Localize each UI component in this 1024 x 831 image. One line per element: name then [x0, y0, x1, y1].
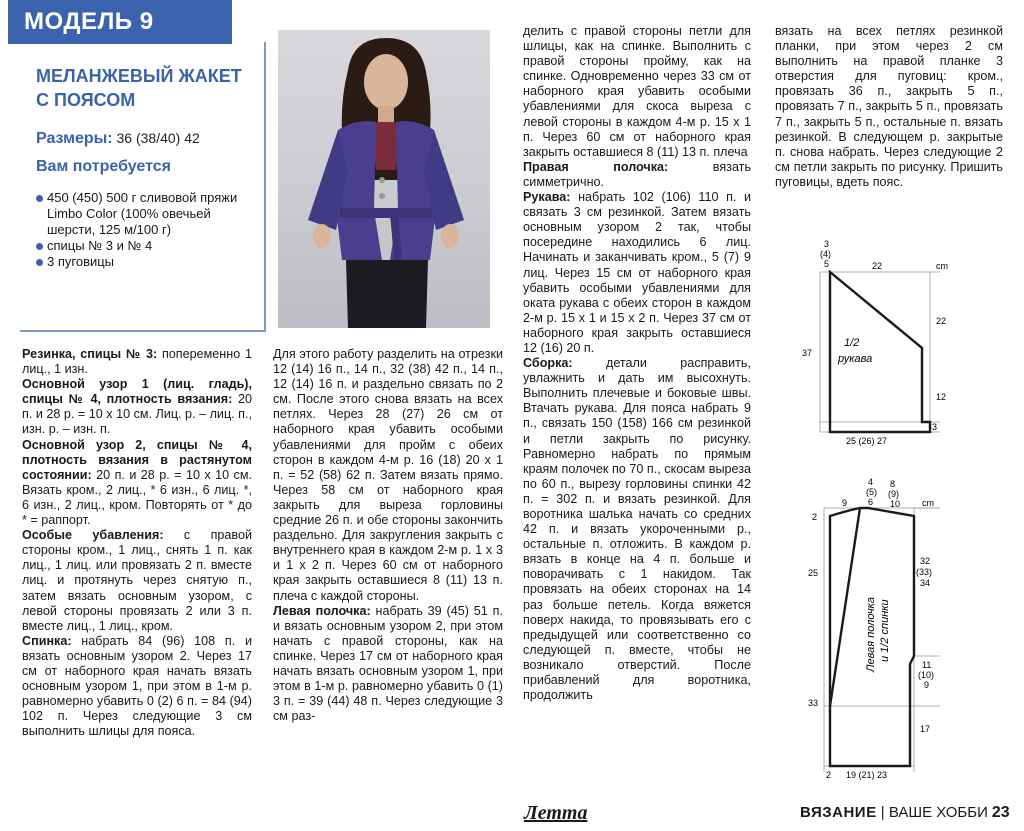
back-continued-paragraph: Для этого работу разделить на отрезки 12 (14) 16 п., 14 п., 32 (38) 42 п., 14 п., 12 (14) 16 п. и раздельно связать по 2 см. После этого снова вязать на всех петлях. Через 28 (27) 26 см от наборного края убавить особыми убавлениями для пройм с обеих сторон в каждом 4-м р. 16 (18) 20 x 1 п. = 52 (58) 62 п. Затем вязать прямо. Через 58 см от наборного края закрыть для выреза горловины средние 26 п. и обе стороны закончить раздельно. Для закругления закрыть с внутреннего края в каждом 2-м р. 1 x 3 и 1 x 2 п. Через 60 см от наборного края закрыть оставшиеся 8 (11) 13 п. плеча с каждой стороны.: [273, 347, 503, 603]
rib-heading: Резинка, спицы № 3:: [22, 347, 158, 361]
body-right-upper-number-2: (33): [916, 567, 933, 577]
materials-list: [36, 190, 258, 270]
sleeve-height-label: 37: [802, 348, 813, 358]
sleeves-heading: Рукава:: [523, 190, 571, 205]
magazine-separator: |: [876, 804, 889, 821]
pattern2-paragraph: [22, 438, 252, 529]
sleeve-outline: [830, 272, 930, 432]
assembly-continued-paragraph: вязать на всех петлях резинкой планки, при этом через 2 см выполнить на правой планке 3 отверстия для пуговиц: кром., провязать 36 п., закрыть 5 п., провязать 7 п., закрыть 5 п., провязать 7 п., закрыть 5 п., остальные п. вязать резинкой. В следующем р. закрытые п. снова набрать. Через следующие 2 см петли закрыть по рисунку. Пришить пуговицы, вдеть пояс.: [775, 24, 1003, 189]
material-item-yarn: 450 (450) 500 г сливовой пряжи Limbo Color (100% овечьей шерсти, 125 м/100 г): [36, 190, 258, 238]
back-paragraph: [22, 634, 252, 740]
body-bottom-width-label: 19 (21) 23: [846, 770, 888, 780]
right-front-paragraph: [523, 160, 751, 190]
pattern2-heading: Основной узор 2, спицы № 4, плотность вязания в растянутом состоянии:: [22, 437, 252, 482]
body-top-center-number-2: (5): [866, 487, 877, 497]
magazine-name: ВЯЗАНИЕ: [800, 804, 877, 821]
sleeve-label-name: рукава: [838, 353, 873, 365]
body-top-center-number-3: 6: [868, 497, 874, 507]
pattern2-text: 20 п. и 28 р. = 10 x 10 см. Вязать кром., 2 лиц., * 6 изн., 6 лиц. *, 6 изн., 2 лиц., кром. Повторять от * до * = раппорт.: [22, 467, 252, 528]
body-top-right-number-2: (9): [888, 489, 899, 499]
pattern-title: МЕЛАНЖЕВЫЙ ЖАКЕТ С ПОЯСОМ: [36, 66, 242, 110]
body-unit-label: cm: [922, 498, 934, 508]
sleeve-schematic: [790, 236, 1010, 452]
sleeve-right-middle-label: 12: [936, 392, 947, 402]
body-label-line2: и 1/2 спинки: [879, 599, 891, 662]
body-right-middle-number-3: 9: [924, 680, 930, 690]
sleeve-label-fraction: 1/2: [844, 337, 860, 349]
sleeve-top-left-number-3: 5: [824, 259, 830, 269]
body-label-line1: Левая полочка: [865, 597, 877, 672]
page-number: 23: [991, 804, 1010, 821]
body-top-right-number-1: 8: [890, 479, 896, 489]
rib-text: попеременно 1 лиц., 1 изн.: [22, 347, 252, 377]
magazine-footer: [800, 804, 1010, 822]
body-left-upper-label: 25: [808, 568, 819, 578]
sleeve-bottom-width-label: 25 (26) 27: [846, 436, 888, 446]
body-right-middle-number-2: (10): [918, 670, 935, 680]
model-photo: [278, 30, 490, 328]
text-column-3: [523, 24, 751, 703]
sleeves-paragraph: [523, 190, 751, 356]
decreases-heading: Особые убавления:: [22, 528, 164, 543]
sizes-line: [36, 130, 200, 148]
body-top-right-number-3: 10: [890, 499, 901, 509]
model-label-banner: МОДЕЛЬ 9: [8, 0, 232, 44]
body-left-lower-label: 33: [808, 698, 819, 708]
assembly-paragraph: [523, 356, 751, 703]
sleeve-bottom-right-label: 3: [932, 422, 938, 432]
left-front-text: набрать 39 (45) 51 п. и вязать основным узором 2, при этом начать с правой стороны, как на спинке. Через 17 см от наборного края начать вязать основным узором 1, при этом в 1-м р. равномерно убавить 0 (1) 3 п. = 39 (44) 48 п. Через следующие 3 см раз-: [273, 603, 503, 724]
body-top-left-label: 9: [842, 498, 848, 508]
body-bottom-left-label: 2: [826, 770, 832, 780]
right-front-heading: Правая полочка:: [523, 159, 669, 174]
materials-heading: Вам потребуется: [36, 158, 171, 175]
assembly-text: детали расправить, увлажнить и дать им высохнуть. Выполнить плечевые и боковые швы. Втачать рукава. Для пояса набрать 9 п., связать 150 (158) 166 см резинкой и петли закрыть по рисунку. Равномерно набрать по прямым краям полочек по 70 п., скосам выреза по 60 п., вырезу горловины спинки 42 п. = 302 п. и вязать резинкой. Для воротника шалька начать со средних 42 п. и вязать укороченными р., остальные п. отложить. В каждом р. вязать в конце на 4 п. больше и поворачивать с 1 накидом. Так провязать на обеих сторонах на 14 раз больше петель. Когда вяжется поверх накида, то провязывать его с предыдущей или соответственно со следующей п. вместе, чтобы не возникало отверстий. После прибавлений для воротника, продолжить: [523, 356, 751, 703]
letta-logo: Летта: [524, 802, 588, 824]
sleeve-right-top-label: 22: [936, 316, 947, 326]
front-back-schematic: [790, 476, 1016, 786]
back-heading: Спинка:: [22, 633, 72, 648]
sleeves-text: набрать 102 (106) 110 п. и связать 3 см резинкой. Затем вязать основным узором 2 так, чтобы посередине находились 6 лиц. Начинать и заканчивать кром., 5 (7) 9 лиц. Через 15 см от наборного края убавить особыми убавлениями для оката рукава с обеих сторон в каждом 2-м р. 15 x 1 и 15 x 2 п. Через 37 см от наборного края закрыть оставшиеся 12 (16) 20 п.: [523, 190, 751, 355]
body-right-upper-number-3: 34: [920, 578, 931, 588]
material-item-buttons: 3 пуговицы: [36, 254, 258, 270]
body-right-upper-number-1: 32: [920, 556, 931, 566]
text-column-1: [22, 347, 252, 739]
text-column-4: [775, 24, 1003, 190]
text-column-2: [273, 347, 503, 724]
decreases-text: с правой стороны кром., 1 лиц., снять 1 п. как лиц., 1 лиц. или провязать 2 п. вместе лиц. и протянуть через снятую п., затем вязать основным узором, с левой стороны провязать 2 или 3 п. вместе лиц., 1 лиц., кром.: [22, 528, 252, 633]
body-neck-slope: [830, 508, 860, 706]
magazine-subtitle: ВАШЕ ХОББИ: [888, 804, 988, 821]
body-right-lower-label: 17: [920, 724, 931, 734]
sleeve-top-width-label: 22: [872, 261, 883, 271]
right-front-text: вязать симметрично.: [523, 159, 752, 189]
left-front-continued-paragraph: делить с правой стороны петли для шлицы, как на спинке. Выполнить с правой стороны пройму, как на спинке. Одновременно через 33 см от наборного края убавить особыми убавлениями для скоса выреза с левой стороны в каждом 4-м р. 15 x 1 п. Через 60 см от наборного края закрыть оставшиеся 8 (11) 13 п. плеча: [523, 24, 751, 159]
left-front-heading: Левая полочка:: [273, 603, 371, 618]
body-right-middle-number-1: 11: [922, 660, 932, 670]
body-left-small-label: 2: [812, 512, 818, 522]
pattern1-text: 20 п. и 28 р. = 10 x 10 см. Лиц. р. – лиц. п., изн. р. – изн. п.: [22, 392, 252, 437]
sizes-value: 36 (38/40) 42: [112, 130, 200, 146]
pattern1-heading: Основной узор 1 (лиц. гладь), спицы № 4, плотность вязания:: [22, 377, 252, 407]
sleeve-top-left-number-2: (4): [820, 249, 831, 259]
sizes-label: Размеры:: [36, 130, 113, 147]
pattern1-paragraph: [22, 377, 252, 437]
sleeve-top-left-number-1: 3: [824, 239, 830, 249]
decreases-paragraph: [22, 528, 252, 634]
left-front-paragraph: [273, 604, 503, 725]
material-item-needles: спицы № 3 и № 4: [36, 238, 258, 254]
assembly-heading: Сборка:: [523, 356, 573, 371]
body-top-center-number-1: 4: [868, 477, 874, 487]
sleeve-unit-label: cm: [936, 261, 948, 271]
rib-paragraph: [22, 347, 252, 377]
back-text: набрать 84 (96) 108 п. и вязать основным узором 2. Через 17 см от наборного края начать вязать основным узором 1, при этом в 1-м р. равномерно убавить 0 (2) 6 п. = 84 (94) 102 п. Через следующие 3 см выполнить шлицы для пояса.: [22, 633, 252, 739]
model-photo-illustration: [278, 30, 490, 328]
